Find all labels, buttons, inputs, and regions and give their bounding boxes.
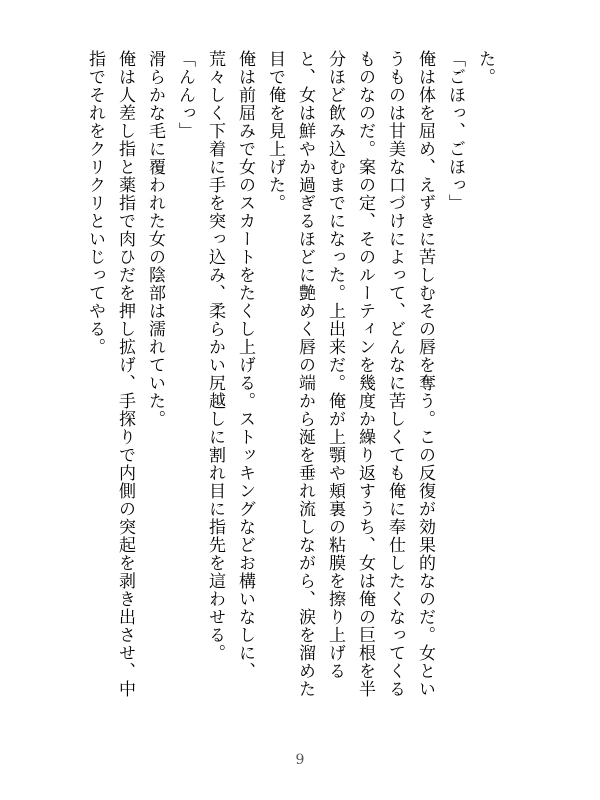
paragraph: 「ごほっ、ごほっ」: [445, 50, 465, 212]
paragraph: た。: [475, 50, 495, 86]
paragraph: 「んんっ」: [175, 50, 195, 140]
paragraph: 滑らかな毛に覆われた女の陰部は濡れていた。: [145, 50, 165, 428]
vertical-text-body: [85, 50, 500, 710]
paragraph: 俺は人差し指と薬指で肉ひだを押し拡げ、手探りで内側の突起を剥き出させ、中指でそれをクリクリといじってやる。: [85, 50, 135, 698]
paragraph: 俺は体を屈め、えずきに苦しむその唇を奪う。この反復が効果的なのだ。女というものは甘美な口づけによって、どんなに苦しくても俺に奉仕したくなってくるものなのだ。案の定、そのルーティンを幾度か繰り返すうち、女は俺の巨根を半分ほど飲み込むまでになった。上出来だ。俺が上顎や頬裏の粘膜を擦り上げると、女は鮮やか過ぎるほどに艶めく唇の端から涎を垂れ流しながら、涙を溜めた目で俺を見上げた。: [265, 50, 435, 698]
page-number: 9: [295, 752, 305, 768]
paragraph: 俺は前屈みで女のスカートをたくし上げる。ストッキングなどお構いなしに、荒々しく下着に手を突っ込み、柔らかい尻越しに割れ目に指先を這わせる。: [205, 50, 255, 680]
